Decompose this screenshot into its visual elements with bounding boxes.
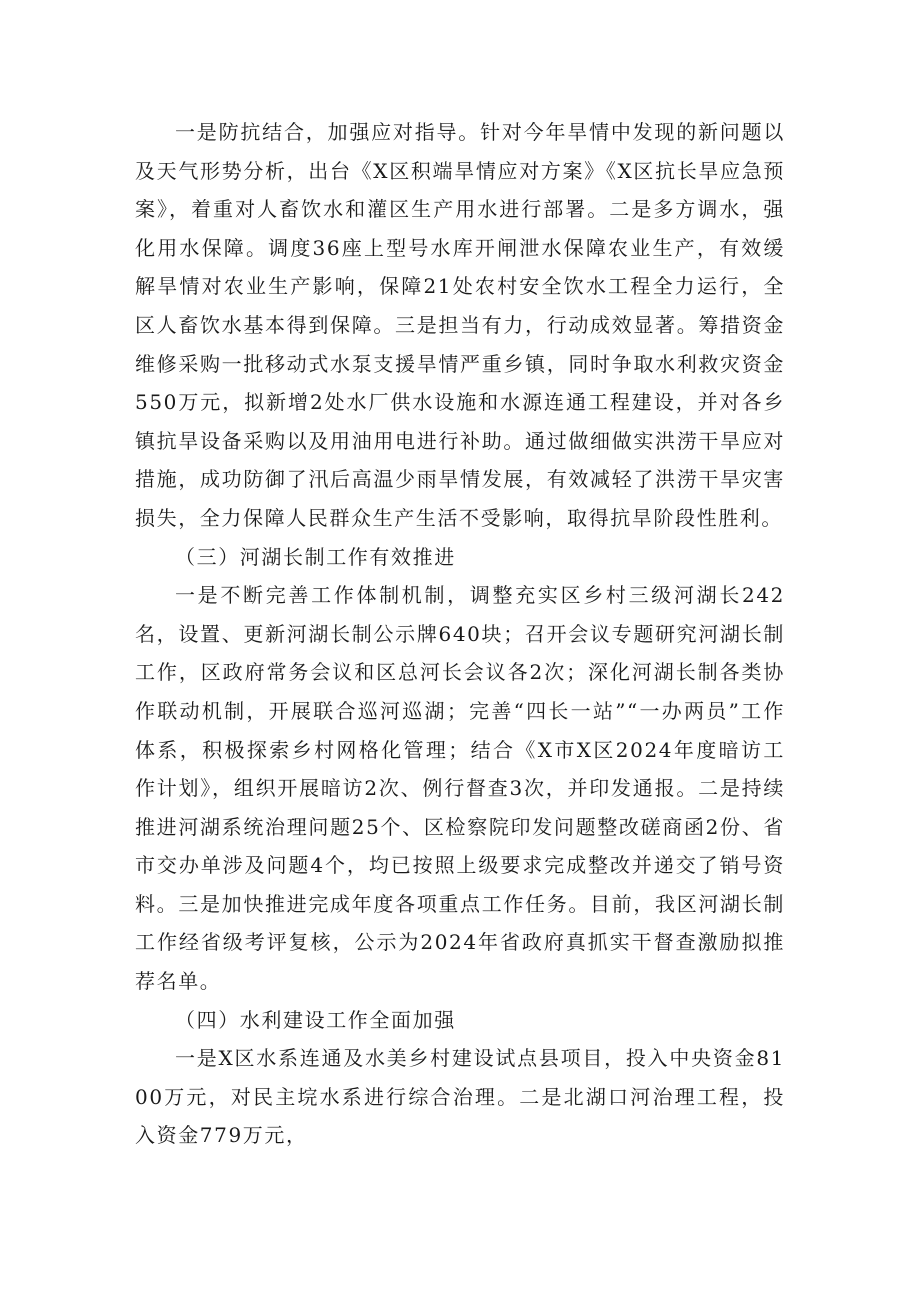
- document-body: [135, 113, 785, 1155]
- section-heading-water-conservancy: （四）水利建设工作全面加强: [175, 1007, 456, 1032]
- paragraph-river-lake-chief: 一是不断完善工作体制机制，调整充实区乡村三级河湖长242名，设置、更新河湖长制公示牌640块；召开会议专题研究河湖长制工作，区政府常务会议和区总河长会议各2次；深化河湖长制各类协作联动机制，开展联合巡河巡湖；完善“四长一站”“一办两员”工作体系，积极探索乡村网格化管理；结合《X市X区2024年度暗访工作计划》，组织开展暗访2次、例行督查3次，并印发通报。二是持续推进河湖系统治理问题25个、区检察院印发问题整改磋商函2份、省市交办单涉及问题4个，均已按照上级要求完成整改并递交了销号资料。三是加快推进完成年度各项重点工作任务。目前，我区河湖长制工作经省级考评复核，公示为2024年省政府真抓实干督查激励拟推荐名单。: [135, 583, 785, 994]
- paragraph-water-conservancy: 一是X区水系连通及水美乡村建设试点县项目，投入中央资金8100万元，对民主垸水系进行综合治理。二是北湖口河治理工程，投入资金779万元，: [135, 1046, 785, 1148]
- section-heading-river-lake-chief: （三）河湖长制工作有效推进: [175, 544, 456, 569]
- paragraph-drought-response: 一是防抗结合，加强应对指导。针对今年旱情中发现的新问题以及天气形势分析，出台《X区积端旱情应对方案》《X区抗长旱应急预案》，着重对人畜饮水和灌区生产用水进行部署。二是多方调水，强化用水保障。调度36座上型号水库开闸泄水保障农业生产，有效缓解旱情对农业生产影响，保障21处农村安全饮水工程全力运行，全区人畜饮水基本得到保障。三是担当有力，行动成效显著。筹措资金维修采购一批移动式水泵支援旱情严重乡镇，同时争取水利救灾资金550万元，拟新增2处水厂供水设施和水源连通工程建设，并对各乡镇抗旱设备采购以及用油用电进行补助。通过做细做实洪涝干旱应对措施，成功防御了汛后高温少雨旱情发展，有效减轻了洪涝干旱灾害损失，全力保障人民群众生产生活不受影响，取得抗旱阶段性胜利。: [135, 120, 785, 530]
